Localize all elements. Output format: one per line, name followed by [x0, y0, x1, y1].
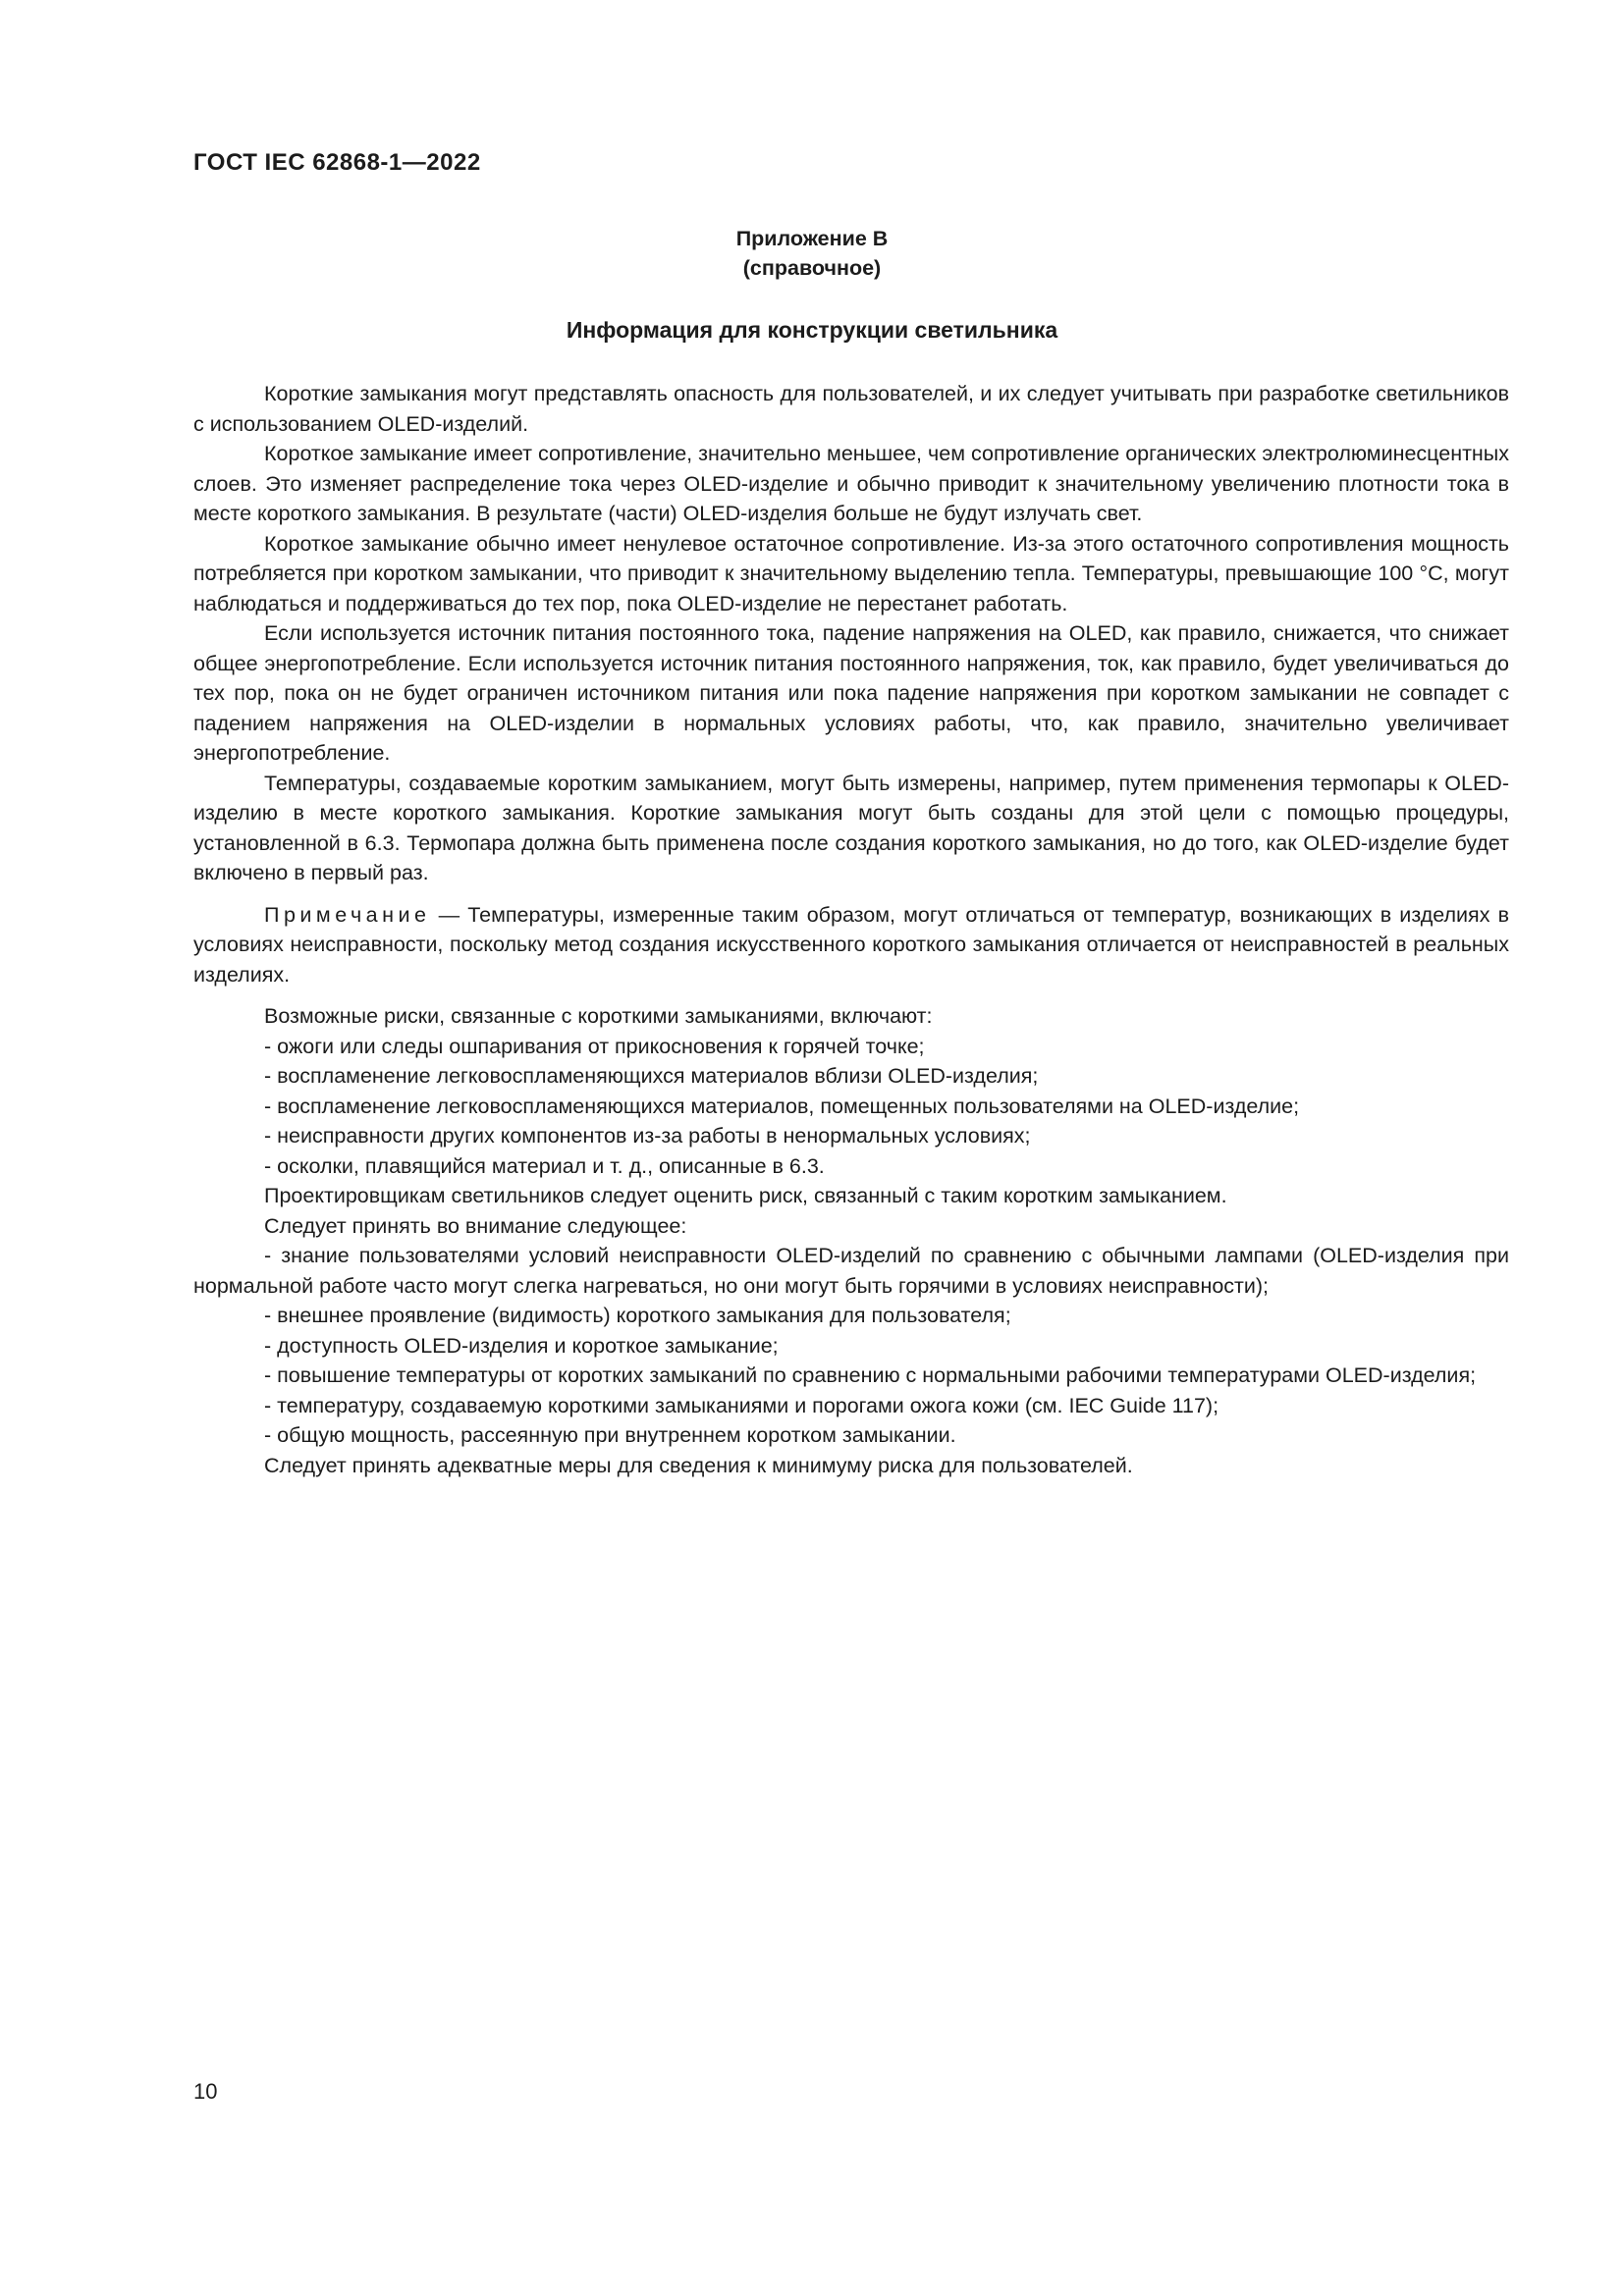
- section-title: Информация для конструкции светильника: [566, 317, 1058, 343]
- note-label: Примечание: [264, 902, 431, 927]
- conclusion: Следует принять адекватные меры для сведения к минимуму риска для пользователей.: [264, 1453, 1133, 1477]
- list-item: - неисправности других компонентов из-за работы в ненормальных условиях;: [264, 1124, 1031, 1148]
- list-item: - воспламенение легковоспламеняющихся материалов, помещенных пользователями на OLED-изделие;: [264, 1094, 1300, 1118]
- list-item: - общую мощность, рассеянную при внутреннем коротком замыкании.: [264, 1423, 956, 1447]
- risks-list: [193, 1032, 1509, 1182]
- note: [193, 900, 1509, 990]
- list-item: - знание пользователями условий неисправности OLED-изделий по сравнению с обычными лампами (OLED-изделия при нормальной работе часто могут слегка нагреваться, но они могут быть горячими в условиях неисправности);: [193, 1244, 1509, 1298]
- list-item: - доступность OLED-изделия и короткое замыкание;: [264, 1333, 779, 1358]
- annex-type: (справочное): [742, 256, 882, 280]
- paragraph: Короткое замыкание имеет сопротивление, значительно меньшее, чем сопротивление органических электролюминесцентных слоев. Это изменяет распределение тока через OLED-изделие и обычно приводит к значительному увеличению плотности тока в месте короткого замыкания. В результате (части) OLED-изделия больше не будут излучать свет.: [193, 442, 1509, 525]
- annex-heading: [0, 224, 1624, 283]
- list-item: - ожоги или следы ошпаривания от прикосновения к горячей точке;: [264, 1034, 925, 1058]
- document-header: ГОСТ IEC 62868-1—2022: [193, 149, 481, 176]
- designers-text: Проектировщикам светильников следует оценить риск, связанный с таким коротким замыканием.: [264, 1184, 1227, 1207]
- consider-intro: Следует принять во внимание следующее:: [264, 1213, 687, 1238]
- list-item: - температуру, создаваемую короткими замыканиями и порогами ожога кожи (см. IEC Guide 117);: [264, 1393, 1219, 1417]
- document-body: [193, 379, 1509, 1480]
- list-item: - воспламенение легковоспламеняющихся материалов вблизи OLED-изделия;: [264, 1064, 1039, 1088]
- note-text: — Температуры, измеренные таким образом, могут отличаться от температур, возникающих в изделиях в условиях неисправности, поскольку метод создания искусственного короткого замыкания отличается от неисправностей в реальных изделиях.: [193, 902, 1509, 987]
- paragraph: Если используется источник питания постоянного тока, падение напряжения на OLED, как правило, снижается, что снижает общее энергопотребление. Если используется источник питания постоянного напряжения, ток, как правило, будет увеличиваться до тех пор, пока он не будет ограничен источником питания или пока падение напряжения при коротком замыкании не совпадет с падением напряжения на OLED-изделии в нормальных условиях работы, что, как правило, значительно увеличивает энергопотребление.: [193, 621, 1509, 765]
- paragraph: Короткие замыкания могут представлять опасность для пользователей, и их следует учитывать при разработке светильников с использованием OLED-изделий.: [193, 382, 1509, 436]
- paragraph: Температуры, создаваемые коротким замыканием, могут быть измерены, например, путем применения термопары к OLED-изделию в месте короткого замыкания. Короткие замыкания могут быть созданы для этой цели с помощью процедуры, установленной в 6.3. Термопара должна быть применена после создания короткого замыкания, но до того, как OLED-изделие будет включено в первый раз.: [193, 771, 1509, 884]
- paragraph: Короткое замыкание обычно имеет ненулевое остаточное сопротивление. Из-за этого остаточного сопротивления мощность потребляется при коротком замыкании, что приводит к значительному выделению тепла. Температуры, превышающие 100 °С, могут наблюдаться и поддерживаться до тех пор, пока OLED-изделие не перестанет работать.: [193, 531, 1509, 615]
- list-item: - осколки, плавящийся материал и т. д., описанные в 6.3.: [264, 1153, 825, 1178]
- page-number: 10: [193, 2079, 218, 2104]
- list-item: - внешнее проявление (видимость) короткого замыкания для пользователя;: [264, 1304, 1011, 1327]
- risks-intro: Возможные риски, связанные с короткими замыканиями, включают:: [264, 1004, 933, 1028]
- annex-title: Приложение В: [735, 227, 889, 250]
- considerations-list: [193, 1241, 1509, 1451]
- list-item: - повышение температуры от коротких замыканий по сравнению с нормальными рабочими температурами OLED-изделия;: [264, 1363, 1477, 1387]
